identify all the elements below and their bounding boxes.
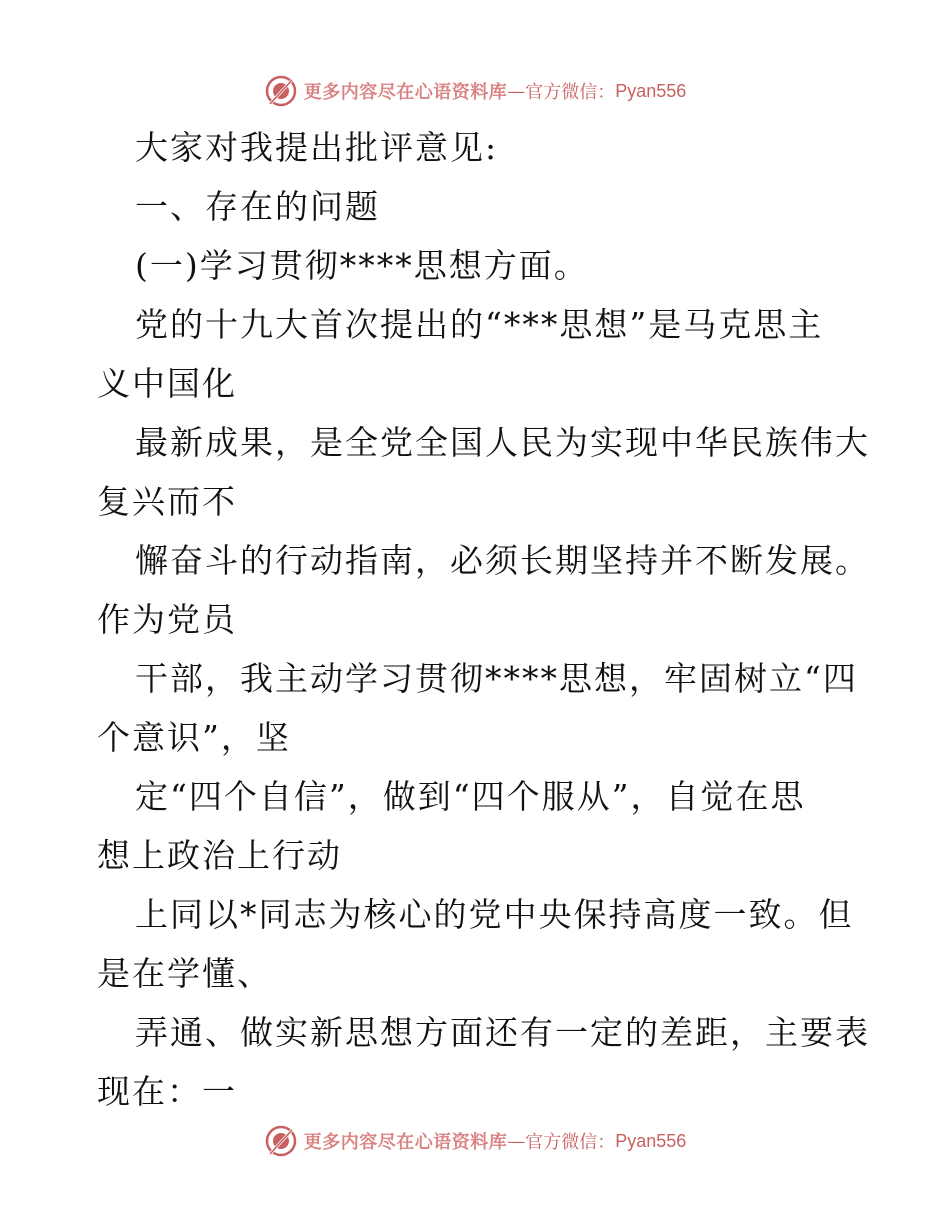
text-line: (一)学习贯彻****思想方面。 bbox=[135, 246, 589, 285]
pen-logo-icon bbox=[264, 74, 298, 108]
text-line: 定“四个自信”，做到“四个服从”，自觉在思 bbox=[135, 777, 806, 816]
text-line: 大家对我提出批评意见: bbox=[135, 128, 499, 167]
text-line: 作为党员 bbox=[97, 600, 237, 639]
text-line: 弄通、做实新思想方面还有一定的差距，主要表 bbox=[135, 1013, 870, 1052]
text-line: 个意识”，坚 bbox=[97, 718, 291, 757]
pen-logo-icon bbox=[264, 1124, 298, 1158]
text-line: 一、存在的问题 bbox=[135, 187, 380, 226]
watermark-wechat-id: Pyan556 bbox=[615, 1130, 687, 1151]
watermark-banner-bottom bbox=[0, 1121, 950, 1161]
watermark-brand: 更多内容尽在心语资料库 bbox=[303, 1132, 508, 1153]
watermark-separator: — bbox=[507, 1130, 526, 1152]
document-body bbox=[97, 118, 870, 1121]
text-line: 上同以*同志为核心的党中央保持高度一致。但 bbox=[135, 895, 854, 934]
watermark-brand: 更多内容尽在心语资料库 bbox=[303, 82, 508, 103]
watermark-banner-top bbox=[0, 71, 950, 111]
text-line: 懈奋斗的行动指南，必须长期坚持并不断发展。 bbox=[135, 541, 870, 580]
text-line: 想上政治上行动 bbox=[97, 836, 342, 875]
text-line: 复兴而不 bbox=[97, 482, 237, 521]
watermark-official-label: 官方微信： bbox=[525, 82, 616, 103]
text-line: 现在：一 bbox=[97, 1072, 237, 1111]
text-line: 是在学懂、 bbox=[97, 954, 272, 993]
text-line: 最新成果，是全党全国人民为实现中华民族伟大 bbox=[135, 423, 870, 462]
watermark-separator: — bbox=[507, 80, 526, 102]
watermark-official-label: 官方微信： bbox=[525, 1132, 616, 1153]
text-line: 义中国化 bbox=[97, 364, 237, 403]
watermark-wechat-id: Pyan556 bbox=[615, 80, 687, 101]
text-line: 党的十九大首次提出的“***思想”是马克思主 bbox=[135, 305, 824, 344]
text-line: 干部，我主动学习贯彻****思想，牢固树立“四 bbox=[135, 659, 858, 698]
